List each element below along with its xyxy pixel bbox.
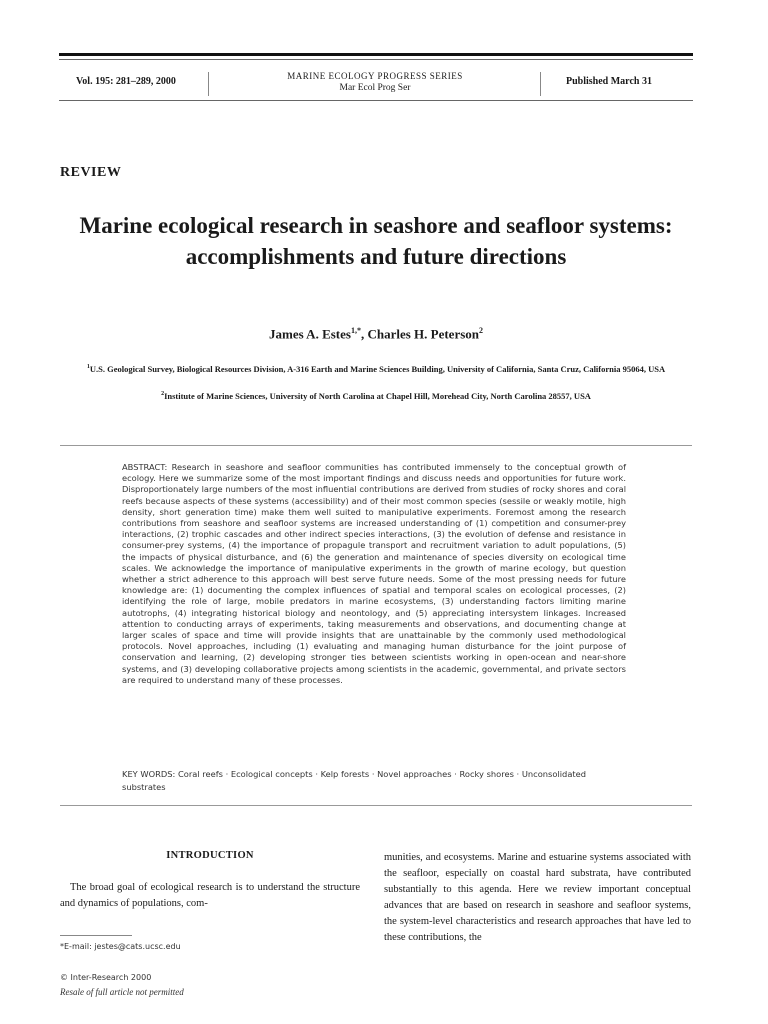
author-name: Charles H. Peterson [367,326,480,342]
footnote-rule [60,935,132,936]
author-superscript: 1,* [350,326,361,335]
journal-name: MARINE ECOLOGY PROGRESS SERIES [287,71,463,81]
body-paragraph-right: munities, and ecosystems. Marine and estuarine systems associated with the seafloor, especially on coastal hard substrata, have contributed substantially to this agenda. Here we review important conceptual advances that are based on research in seashore and seafloor systems, the system-level characteristics and research approaches that have led to these contributions, the [384,852,691,943]
affiliation-text: Institute of Marine Sciences, University of North Carolina at Chapel Hill, Morehead City, North Carolina 28557, USA [164,390,591,401]
affiliation [60,361,692,375]
header-bottom-rule [59,100,693,101]
corresponding-email: *E-mail: jestes@cats.ucsc.edu [60,942,181,951]
header-rule [59,59,693,60]
resale-notice: Resale of full article not permitted [60,987,184,997]
author-superscript: 2 [479,326,484,335]
affiliation-marker: 2 [161,391,165,397]
body-paragraph-left: The broad goal of ecological research is to understand the structure and dynamics of populations, com- [60,882,360,909]
affiliation [60,388,692,402]
volume-info: Vol. 195: 281–289, 2000 [76,76,176,87]
header-top-rule [59,53,693,56]
article-type: REVIEW [60,165,122,180]
article-title: Marine ecological research in seashore and seafloor systems: accomplishments and future directions [79,213,673,269]
affiliation-text: U.S. Geological Survey, Biological Resources Division, A-316 Earth and Marine Sciences Building, University of California, Santa Cruz, California 95064, USA [89,363,666,374]
journal-abbrev: Mar Ecol Prog Ser [339,83,411,93]
author-list [60,326,692,342]
header-separator-left [208,72,209,96]
header-separator-right [540,72,541,96]
publication-date: Published March 31 [566,76,652,87]
abstract-top-rule [60,445,692,446]
journal-block [210,70,540,94]
author-separator: , [360,326,368,342]
keywords: KEY WORDS: Coral reefs · Ecological concepts · Kelp forests · Novel approaches · Rocky shores · Unconsolidated substrates [122,769,587,792]
copyright-notice: © Inter-Research 2000 [60,973,152,982]
section-heading: INTRODUCTION [166,850,254,861]
author-name: James A. Estes [268,326,351,342]
abstract: ABSTRACT: Research in seashore and seafloor communities has contributed immensely to the conceptual growth of ecology. Here we summarize some of the most important findings and discuss needs and opportunities for future work. Disproportionately large numbers of the most influential contributions are derived from studies of rocky shores and coral reefs because aspects of these systems (accessibility) and of their most common species (sessile or weakly motile, high density, short generation time) make them well suited to manipulative experiments. Foremost among the research contributions from seashore and seafloor systems are increased understanding of (1) competition and consumer-prey interactions, (2) trophic cascades and other indirect species interactions, (3) the evolution of defense and resistance in consumer-prey systems, (4) the importance of propagule transport and recruitment variation to adult populations, (5) the impacts of physical disturbance, and (6) the generation and maintenance of species diversity on ecological time scales. We acknowledge the importance of manipulative experiments in the growth of marine ecology, but question whether a strict adherence to this approach will best serve future needs. Some of the most pressing needs for future knowledge are: (1) documenting the complex influences of spatial and temporal scales on ecological processes, (2) identifying the role of large, mobile predators in marine ecosystems, (3) understanding factors limiting marine autotrophs, (4) integrating historical biology and neontology, and (5) appreciating intersystem linkages. Increased attention to conducting arrays of experiments, taking measurements and observations, and documenting change at larger scales of space and time will provide insights that are unattainable by the commonly used methodological protocols. Novel approaches, including (1) evaluating and managing human disturbance for the joint purpose of conservation and learning, (2) developing stronger ties between scientists working in open-ocean and near-shore systems, and (3) developing collaborative projects among scientists in the academic, governmental, and private sectors are required to understand many of these processes. [122,462,626,685]
abstract-bottom-rule [60,805,692,806]
affiliation-marker: 1 [86,364,90,370]
